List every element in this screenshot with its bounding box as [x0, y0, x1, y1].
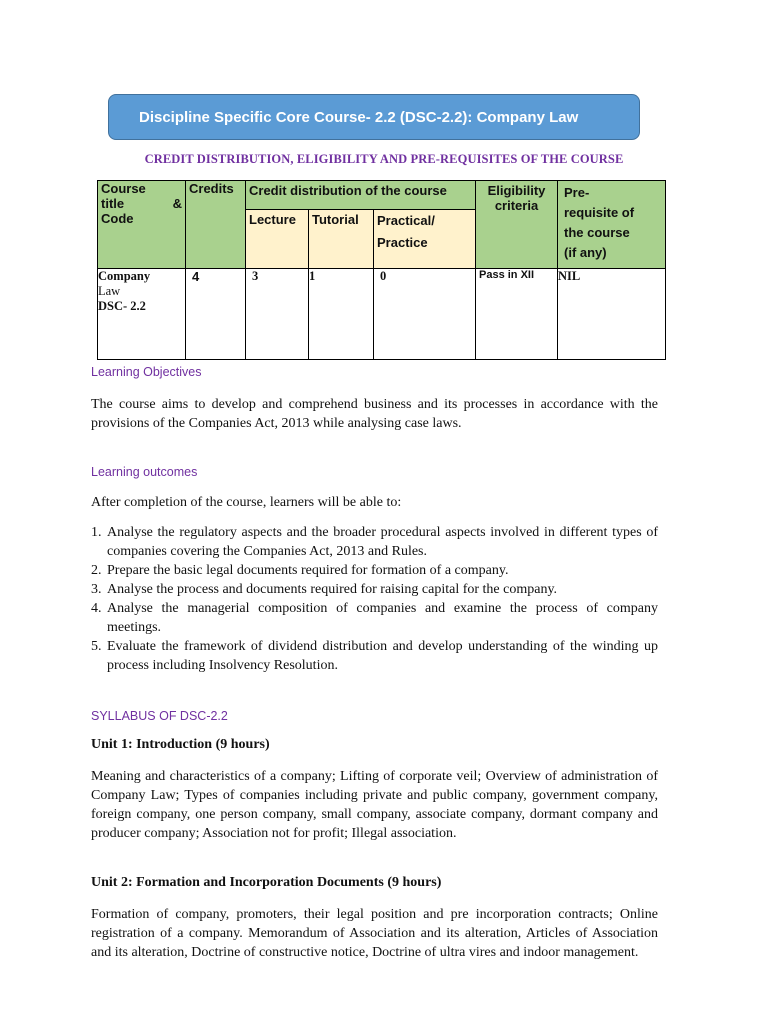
header-credits-label: Credits: [189, 181, 234, 196]
header-tutorial: [309, 210, 374, 269]
unit1-text: Meaning and characteristics of a company; Lifting of corporate veil; Overview of administration of Company Law; Types of companies including private and public company, government company, foreign company, one person company, small company, associate company, dormant company and producer company; Association not for profit; Illegal association.: [91, 769, 658, 841]
header-lecture-label: Lecture: [249, 212, 296, 227]
learning-objectives-text: [91, 395, 658, 433]
header-prereq-line2: requisite of: [564, 205, 635, 220]
list-item-text: Analyse the regulatory aspects and the broader procedural aspects involved in different types of companies covering the Companies Act, 2013 and Rules.: [107, 525, 658, 559]
cell-lecture: [246, 269, 309, 360]
header-lecture: [246, 210, 309, 269]
list-item: [91, 599, 658, 637]
cell-eligibility-value: Pass in XII: [479, 269, 535, 281]
list-item: [91, 561, 658, 580]
header-course-line1: Course: [101, 181, 146, 196]
header-tutorial-label: Tutorial: [312, 212, 359, 227]
header-practical-line1: Practical/: [377, 213, 435, 228]
header-prereq-line4: (if any): [564, 245, 607, 260]
cell-tutorial-value: 1: [309, 269, 316, 283]
cell-lecture-value: 3: [252, 269, 259, 283]
header-credit-distribution: [246, 181, 476, 210]
cell-course-line1: Company: [98, 269, 151, 283]
course-title-banner: [108, 94, 640, 140]
cell-eligibility: [476, 269, 558, 360]
list-item-text: Prepare the basic legal documents required for formation of a company.: [107, 563, 509, 578]
cell-tutorial: [309, 269, 374, 360]
credit-distribution-table: [97, 180, 666, 360]
cell-credits: [186, 269, 246, 360]
header-eligibility: [476, 181, 558, 269]
cell-course-line3: DSC- 2.2: [98, 299, 146, 313]
header-eligibility-line1: Eligibility: [487, 183, 546, 198]
list-item-number: 3.: [91, 582, 102, 597]
learning-outcomes-intro: After completion of the course, learners will be able to:: [91, 495, 402, 510]
list-item-text: Evaluate the framework of dividend distribution and develop understanding of the winding up process including Insolvency Resolution.: [107, 639, 658, 673]
header-course-title: [98, 181, 186, 269]
header-eligibility-line2: criteria: [494, 198, 539, 213]
header-course-line3: Code: [101, 211, 134, 226]
list-item-number: 4.: [91, 601, 102, 616]
unit2-text: Formation of company, promoters, their legal position and pre incorporation contracts; Online registration of a company. Memorandum of Association and its alteration, Articles of Association and its alteration, Doctrine of constructive notice, Doctrine of ultra vires and indoor management.: [91, 907, 658, 960]
cell-course-line2: Law: [98, 284, 121, 298]
cell-practical: [374, 269, 476, 360]
list-item-number: 1.: [91, 525, 102, 540]
learning-outcomes-title: Learning outcomes: [91, 465, 198, 479]
header-course-line2: title: [101, 196, 125, 211]
header-practical: [374, 210, 476, 269]
list-item: [91, 523, 658, 561]
learning-outcomes-list: [91, 523, 658, 675]
header-prerequisite: [558, 181, 666, 269]
header-practical-line2: Practice: [377, 235, 428, 250]
list-item-number: 2.: [91, 563, 102, 578]
cell-prerequisite: [558, 269, 666, 360]
list-item-text: Analyse the managerial composition of companies and examine the process of company meetings.: [107, 601, 658, 635]
cell-course-title: [98, 269, 186, 360]
unit1-title: Unit 1: Introduction (9 hours): [91, 737, 270, 752]
cell-practical-value: 0: [380, 269, 387, 283]
credit-distribution-heading: CREDIT DISTRIBUTION, ELIGIBILITY AND PRE-REQUISITES OF THE COURSE: [144, 152, 624, 166]
unit2-title: Unit 2: Formation and Incorporation Documents (9 hours): [91, 875, 442, 890]
banner-text: Discipline Specific Core Course- 2.2 (DSC-2.2): Company Law: [139, 108, 579, 126]
learning-objectives-line1: The course aims to develop and comprehend business and its processes in accordance with the: [91, 397, 658, 412]
learning-objectives-line2: provisions of the Companies Act, 2013 while analysing case laws.: [91, 416, 462, 431]
header-prereq-line3: the course: [564, 225, 630, 240]
header-distribution-label: Credit distribution of the course: [249, 183, 447, 198]
syllabus-title: SYLLABUS OF DSC-2.2: [91, 709, 228, 723]
learning-objectives-title: Learning Objectives: [91, 365, 202, 379]
header-credits: [186, 181, 246, 269]
header-prereq-line1: Pre-: [564, 185, 590, 200]
cell-credits-value: 4: [192, 269, 200, 284]
list-item: [91, 580, 658, 599]
list-item: [91, 637, 658, 675]
list-item-number: 5.: [91, 639, 102, 654]
cell-prereq-value: NIL: [558, 269, 581, 283]
list-item-text: Analyse the process and documents required for raising capital for the company.: [107, 582, 558, 597]
header-course-amp: &: [172, 196, 182, 211]
